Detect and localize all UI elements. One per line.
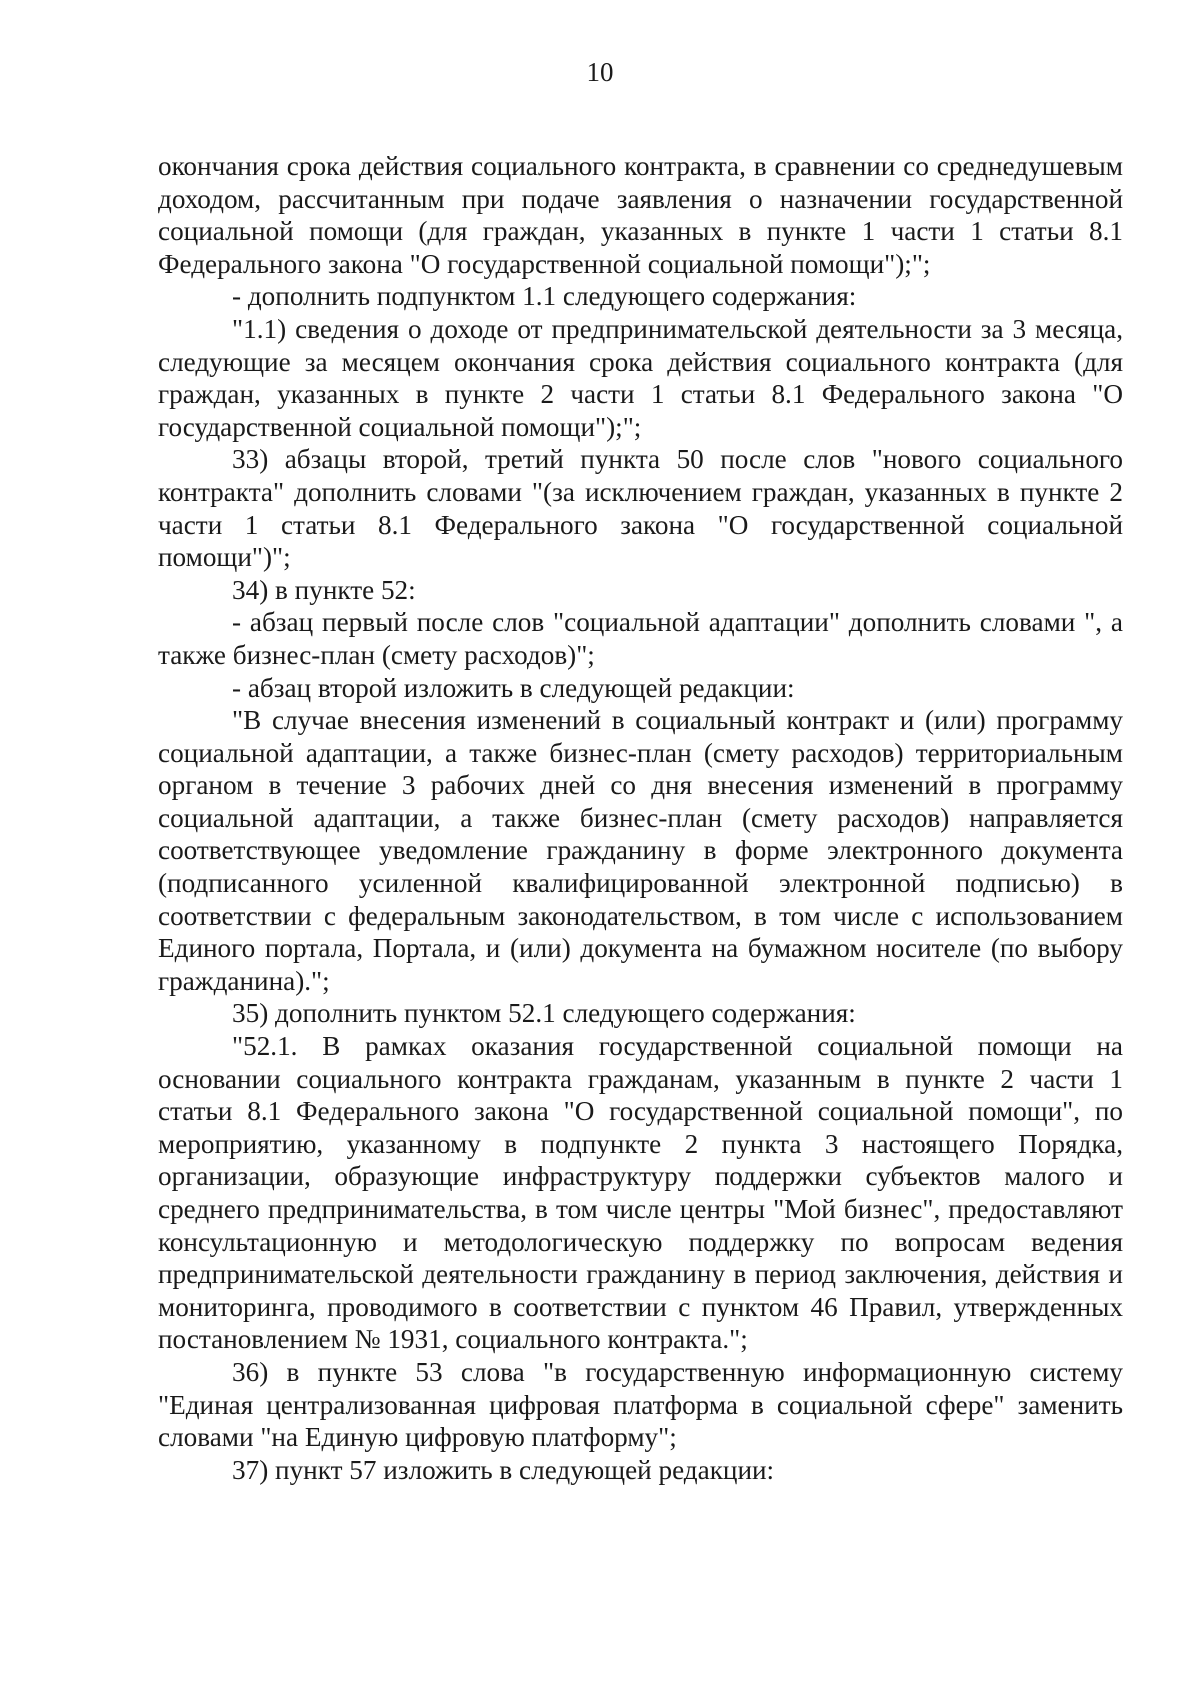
paragraph-9: 35) дополнить пунктом 52.1 следующего содержания: [232, 998, 856, 1029]
paragraph-10: "52.1. В рамках оказания государственной социальной помощи на основании социального контракта гражданам, указанным в пункте 2 части 1 статьи 8.1 Федерального закона "О государственной социальной помощи", по мероприятию, указанному в подпункте 2 пункта 3 настоящего Порядка, организации, образующие инфраструктуру поддержки субъектов малого и среднего предпринимательства, в том числе центры "Мой бизнес", предоставляют консультационную и методологическую поддержку по вопросам ведения предпринимательской деятельности гражданину в период заключения, действия и мониторинга, проводимого в соответствии с пунктом 46 Правил, утвержденных постановлением № 1931, социального контракта."; [158, 1031, 1123, 1355]
paragraph-7: - абзац второй изложить в следующей редакции: [232, 672, 795, 703]
paragraph-6: - абзац первый после слов "социальной адаптации" дополнить словами ", а также бизнес-план (смету расходов)"; [158, 607, 1123, 670]
paragraph-1: окончания срока действия социального контракта, в сравнении со среднедушевым доходом, рассчитанным при подаче заявления о назначении государственной социальной помощи (для граждан, указанных в пункте 1 части 1 статьи 8.1 Федерального закона "О государственной социальной помощи");"; [158, 151, 1123, 279]
paragraph-4: 33) абзацы второй, третий пункта 50 после слов "нового социального контракта" дополнить словами "(за исключением граждан, указанных в пункте 2 части 1 статьи 8.1 Федерального закона "О государственной социальной помощи")"; [158, 444, 1123, 573]
paragraph-12: 37) пункт 57 изложить в следующей редакции: [232, 1454, 775, 1485]
paragraph-3: "1.1) сведения о доходе от предпринимательской деятельности за 3 месяца, следующие за месяцем окончания срока действия социального контракта (для граждан, указанных в пункте 2 части 1 статьи 8.1 Федерального закона "О государственной социальной помощи");"; [158, 313, 1123, 442]
paragraph-5: 34) в пункте 52: [232, 574, 416, 605]
page-number: 10 [586, 57, 614, 87]
paragraph-2: - дополнить подпунктом 1.1 следующего содержания: [232, 281, 857, 312]
paragraph-8: "В случае внесения изменений в социальный контракт и (или) программу социальной адаптации, а также бизнес-план (смету расходов) территориальным органом в течение 3 рабочих дней со дня внесения изменений в программу социальной адаптации, а также бизнес-план (смету расходов) направляется соответствующее уведомление гражданину в форме электронного документа (подписанного усиленной квалифицированной электронной подписью) в соответствии с федеральным законодательством, в том числе с использованием Единого портала, Портала, и (или) документа на бумажном носителе (по выбору гражданина)."; [158, 705, 1123, 996]
document-body [158, 150, 1123, 1486]
paragraph-11: 36) в пункте 53 слова "в государственную информационную систему "Единая централизованная цифровая платформа в социальной сфере" заменить словами "на Единую цифровую платформу"; [158, 1356, 1123, 1453]
